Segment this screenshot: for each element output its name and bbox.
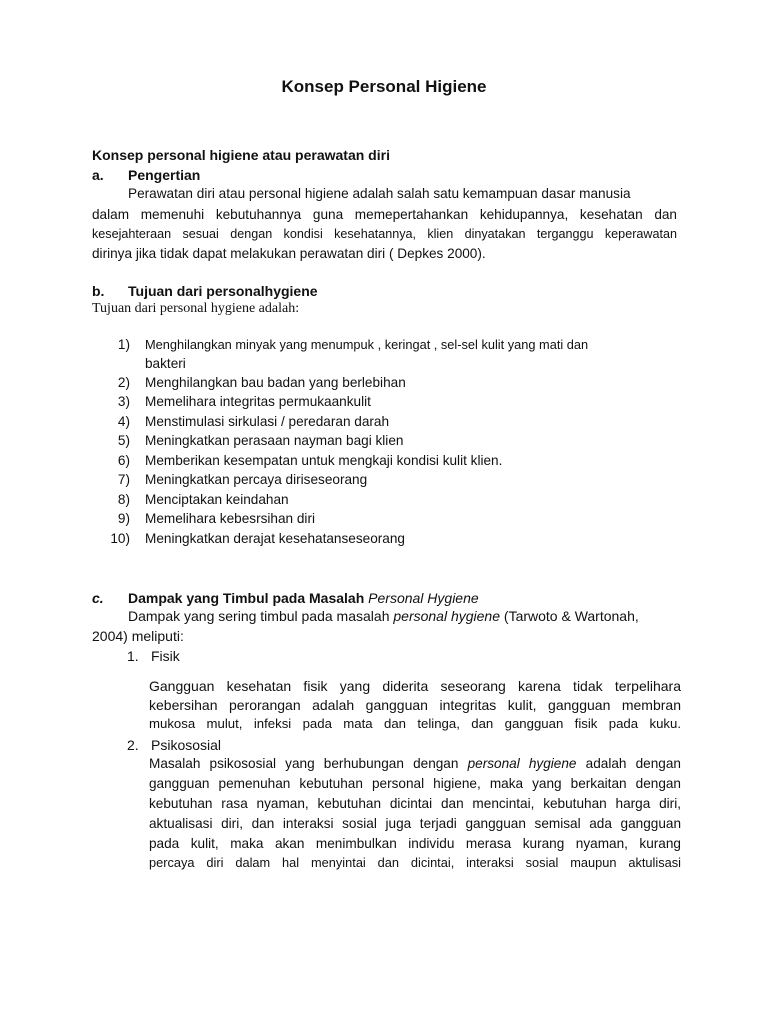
section-b-heading: Tujuan dari personalhygiene — [128, 283, 318, 299]
list-item-number: 7) — [117, 472, 130, 487]
list-item-text: bakteri — [145, 356, 186, 371]
sub1-line: Gangguan kesehatan fisik yang diderita seseorang karena tidak terpelihara — [149, 678, 681, 694]
list-item — [0, 394, 768, 414]
intro-text: Dampak yang sering timbul pada masalah — [128, 608, 394, 624]
sub2-text: Masalah psikososial yang berhubungan dengan — [149, 756, 468, 771]
list-item-text: Menciptakan keindahan — [145, 492, 289, 507]
sub2-line: kebutuhan rasa nyaman, kebutuhan dicintai dan mencintai, kebutuhan harga diri, — [149, 796, 681, 811]
intro-text: (Tarwoto & Wartonah, — [500, 608, 639, 624]
intro-italic: personal hygiene — [393, 608, 501, 624]
list-item-text: Menstimulasi sirkulasi / peredaran darah — [145, 414, 390, 429]
section-a-heading: Pengertian — [128, 167, 201, 183]
intro-heading: Konsep personal higiene atau perawatan diri — [92, 147, 390, 163]
list-item — [0, 531, 768, 551]
section-a-line: dirinya jika tidak dapat melakukan perawatan diri ( Depkes 2000). — [92, 246, 486, 261]
list-item — [0, 453, 768, 473]
list-item-text: Meningkatkan percaya diriseseorang — [145, 472, 368, 487]
list-item — [0, 433, 768, 453]
list-item-number: 2) — [117, 375, 130, 390]
sub2-text: adalah dengan — [576, 756, 681, 771]
section-c-intro-line — [128, 608, 639, 624]
sub1-line: kebersihan perorangan adalah gangguan integritas kulit, gangguan membran — [149, 697, 681, 713]
list-item-number: 4) — [117, 414, 130, 429]
sub1-line: mukosa mulut, infeksi pada mata dan telinga, dan gangguan fisik pada kuku. — [149, 716, 681, 731]
list-item-number: 5) — [117, 433, 130, 448]
sub1-label: Fisik — [151, 648, 180, 664]
list-item-text: Menghilangkan bau badan yang berlebihan — [145, 375, 406, 390]
page-title: Konsep Personal Higiene — [281, 77, 487, 96]
section-c-heading-italic: Personal Hygiene — [368, 590, 479, 606]
section-a-marker: a. — [92, 167, 104, 183]
section-b-intro: Tujuan dari personal hygiene adalah: — [92, 301, 300, 316]
list-item-text: Memelihara kebesrsihan diri — [145, 511, 315, 526]
list-item — [0, 375, 768, 395]
sub2-line: aktualisasi diri, dan interaksi sosial juga terjadi gangguan semisal ada gangguan — [149, 816, 681, 831]
section-c-intro-line: 2004) meliputi: — [92, 628, 184, 644]
section-b-marker: b. — [92, 283, 105, 299]
list-item-number: 9) — [117, 511, 130, 526]
sub2-line: pada kulit, maka akan menimbulkan individu merasa kurang nyaman, kurang — [149, 836, 681, 851]
list-item-text: Meningkatkan derajat kesehatanseseorang — [145, 531, 405, 546]
list-item-number: 3) — [117, 394, 130, 409]
sub2-line — [149, 756, 681, 771]
list-item-continuation — [0, 356, 768, 376]
sub2-number: 2. — [127, 737, 139, 753]
list-item — [0, 472, 768, 492]
sub2-italic: personal hygiene — [467, 756, 577, 771]
section-c-marker: c. — [92, 590, 104, 606]
list-item-text: Meningkatkan perasaan nayman bagi klien — [145, 433, 404, 448]
list-item — [0, 414, 768, 434]
list-item — [0, 511, 768, 531]
list-item-text: Memberikan kesempatan untuk mengkaji kondisi kulit klien. — [145, 453, 503, 468]
section-a-line: Perawatan diri atau personal higiene adalah salah satu kemampuan dasar manusia — [128, 186, 631, 201]
list-item-text: Menghilangkan minyak yang menumpuk , keringat , sel-sel kulit yang mati dan — [145, 337, 589, 352]
list-item-text: Memelihara integritas permukaankulit — [145, 394, 371, 409]
section-c-heading-text: Dampak yang Timbul pada Masalah — [128, 590, 369, 606]
list-item-number: 1) — [117, 337, 130, 352]
section-a-line: kesejahteraan sesuai dengan kondisi kesehatannya, klien dinyatakan terganggu keperawatan — [92, 227, 677, 241]
section-a-line: dalam memenuhi kebutuhannya guna memepertahankan kehidupannya, kesehatan dan — [92, 207, 677, 222]
sub1-number: 1. — [127, 648, 139, 664]
section-c-heading — [128, 590, 479, 606]
list-item — [0, 492, 768, 512]
list-item-number: 6) — [117, 453, 130, 468]
list-item-number: 10) — [110, 531, 130, 546]
list-item — [0, 337, 768, 357]
list-item-number: 8) — [117, 492, 130, 507]
sub2-line: percaya diri dalam hal menyintai dan dicintai, interaksi sosial maupun aktulisasi — [149, 855, 681, 870]
sub2-line: gangguan pemenuhan kebutuhan personal higiene, maka yang berkaitan dengan — [149, 776, 681, 791]
sub2-label: Psikososial — [151, 737, 222, 753]
